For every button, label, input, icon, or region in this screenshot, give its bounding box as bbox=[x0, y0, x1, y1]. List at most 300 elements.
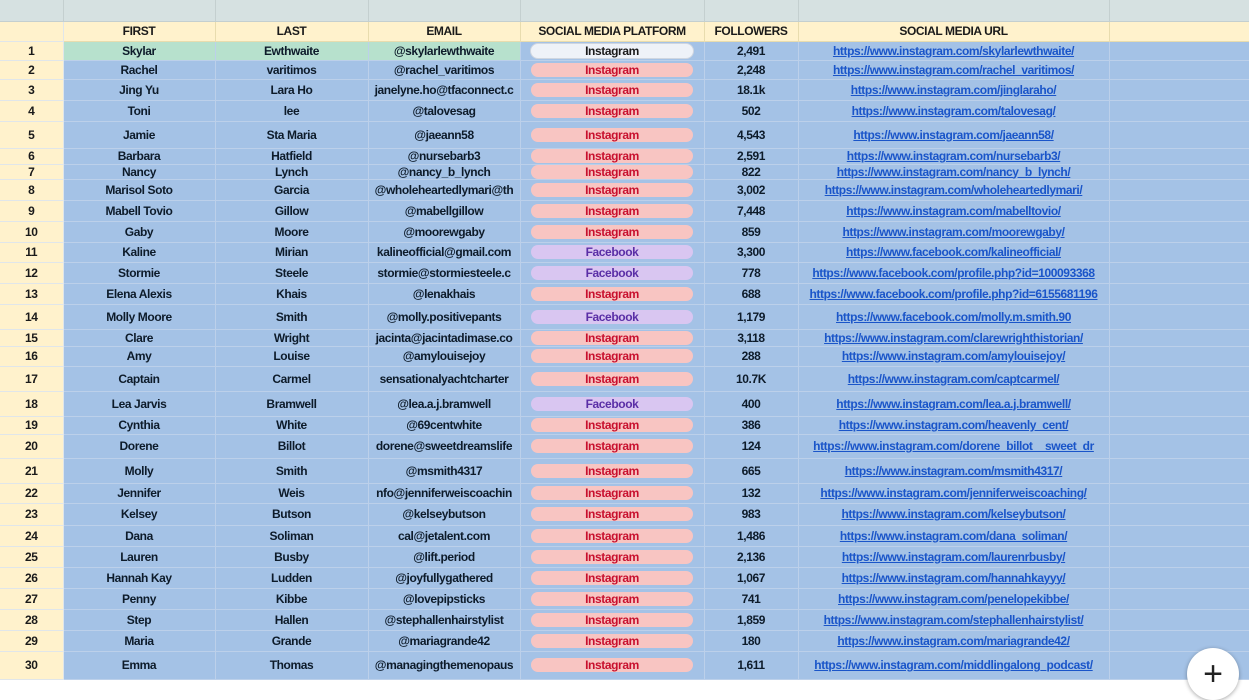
platform-chip[interactable]: Instagram bbox=[531, 418, 693, 432]
cell-platform[interactable] bbox=[520, 458, 704, 483]
cell-url[interactable] bbox=[798, 503, 1109, 525]
cell-last[interactable]: Ewthwaite bbox=[215, 41, 368, 60]
cell-url[interactable] bbox=[798, 391, 1109, 416]
cell-empty[interactable] bbox=[1109, 148, 1249, 164]
cell-url[interactable] bbox=[798, 630, 1109, 651]
cell-first[interactable]: Cynthia bbox=[63, 416, 215, 434]
url-link[interactable]: https://www.instagram.com/clarewrighthistorian/ bbox=[824, 330, 1083, 345]
platform-chip[interactable]: Instagram bbox=[531, 634, 693, 648]
cell-url[interactable] bbox=[798, 588, 1109, 609]
platform-chip[interactable]: Instagram bbox=[531, 592, 693, 606]
cell-last[interactable]: Busby bbox=[215, 546, 368, 567]
row-number[interactable]: 17 bbox=[0, 366, 63, 391]
cell-platform[interactable] bbox=[520, 346, 704, 366]
row-number[interactable]: 7 bbox=[0, 164, 63, 179]
cell-empty[interactable] bbox=[1109, 525, 1249, 546]
cell-platform[interactable] bbox=[520, 100, 704, 121]
cell-followers[interactable]: 132 bbox=[704, 483, 798, 503]
cell-empty[interactable] bbox=[1109, 100, 1249, 121]
cell-platform[interactable] bbox=[520, 283, 704, 304]
row-number[interactable]: 1 bbox=[0, 41, 63, 60]
cell-empty[interactable] bbox=[1109, 546, 1249, 567]
cell-followers[interactable]: 983 bbox=[704, 503, 798, 525]
platform-chip[interactable]: Instagram bbox=[531, 486, 693, 500]
cell-first[interactable]: Toni bbox=[63, 100, 215, 121]
cell-first[interactable]: Lauren bbox=[63, 546, 215, 567]
cell-followers[interactable]: 2,591 bbox=[704, 148, 798, 164]
column-header-c[interactable] bbox=[368, 0, 520, 21]
cell-email[interactable]: @managingthemenopaus bbox=[368, 651, 520, 679]
platform-chip[interactable]: Instagram bbox=[531, 183, 693, 197]
select-all-corner[interactable] bbox=[0, 0, 63, 21]
platform-chip[interactable]: Instagram bbox=[531, 349, 693, 363]
row-number[interactable]: 20 bbox=[0, 434, 63, 458]
cell-platform[interactable] bbox=[520, 304, 704, 329]
cell-first[interactable]: Maria bbox=[63, 630, 215, 651]
cell-empty[interactable] bbox=[1109, 121, 1249, 148]
cell-empty[interactable] bbox=[1109, 304, 1249, 329]
url-link[interactable]: https://www.instagram.com/moorewgaby/ bbox=[842, 224, 1065, 239]
cell-followers[interactable]: 18.1k bbox=[704, 79, 798, 100]
row-number[interactable]: 25 bbox=[0, 546, 63, 567]
row-number[interactable]: 21 bbox=[0, 458, 63, 483]
cell-followers[interactable]: 1,179 bbox=[704, 304, 798, 329]
cell-url[interactable] bbox=[798, 434, 1109, 458]
row-number[interactable]: 4 bbox=[0, 100, 63, 121]
cell-empty[interactable] bbox=[1109, 630, 1249, 651]
platform-chip[interactable]: Instagram bbox=[531, 225, 693, 239]
url-link[interactable]: https://www.instagram.com/wholeheartedlymari/ bbox=[824, 182, 1083, 197]
cell-followers[interactable]: 502 bbox=[704, 100, 798, 121]
cell-platform[interactable] bbox=[520, 503, 704, 525]
cell-platform[interactable] bbox=[520, 546, 704, 567]
platform-chip[interactable]: Instagram bbox=[530, 43, 694, 59]
cell-first[interactable]: Dana bbox=[63, 525, 215, 546]
cell-email[interactable]: jacinta@jacintadimase.co bbox=[368, 329, 520, 346]
cell-url[interactable] bbox=[798, 609, 1109, 630]
cell-platform[interactable] bbox=[520, 164, 704, 179]
cell-first[interactable]: Emma bbox=[63, 651, 215, 679]
url-link[interactable]: https://www.instagram.com/mabelltovio/ bbox=[846, 203, 1061, 218]
cell-followers[interactable]: 7,448 bbox=[704, 200, 798, 221]
platform-chip[interactable]: Instagram bbox=[531, 372, 693, 386]
cell-empty[interactable] bbox=[1109, 416, 1249, 434]
cell-last[interactable]: varitimos bbox=[215, 60, 368, 79]
url-link[interactable]: https://www.facebook.com/molly.m.smith.90 bbox=[836, 309, 1071, 324]
cell-email[interactable]: @joyfullygathered bbox=[368, 567, 520, 588]
cell-followers[interactable]: 4,543 bbox=[704, 121, 798, 148]
cell-email[interactable]: @kelseybutson bbox=[368, 503, 520, 525]
cell-empty[interactable] bbox=[1109, 483, 1249, 503]
cell-url[interactable] bbox=[798, 567, 1109, 588]
cell-first[interactable]: Amy bbox=[63, 346, 215, 366]
cell-last[interactable]: Hatfield bbox=[215, 148, 368, 164]
cell-first[interactable]: Clare bbox=[63, 329, 215, 346]
cell-last[interactable]: Garcia bbox=[215, 179, 368, 200]
cell-url[interactable] bbox=[798, 221, 1109, 242]
row-number[interactable]: 14 bbox=[0, 304, 63, 329]
cell-email[interactable]: @rachel_varitimos bbox=[368, 60, 520, 79]
cell-email[interactable]: @mariagrande42 bbox=[368, 630, 520, 651]
cell-url[interactable] bbox=[798, 483, 1109, 503]
row-number[interactable]: 3 bbox=[0, 79, 63, 100]
platform-chip[interactable]: Facebook bbox=[531, 266, 693, 280]
platform-chip[interactable]: Facebook bbox=[531, 397, 693, 411]
cell-empty[interactable] bbox=[1109, 221, 1249, 242]
cell-followers[interactable]: 741 bbox=[704, 588, 798, 609]
cell-followers[interactable]: 180 bbox=[704, 630, 798, 651]
header-url[interactable]: SOCIAL MEDIA URL bbox=[798, 21, 1109, 41]
add-button[interactable] bbox=[1187, 648, 1239, 700]
header-last[interactable]: LAST bbox=[215, 21, 368, 41]
cell-url[interactable] bbox=[798, 60, 1109, 79]
cell-platform[interactable] bbox=[520, 179, 704, 200]
row-number[interactable]: 28 bbox=[0, 609, 63, 630]
row-number[interactable]: 13 bbox=[0, 283, 63, 304]
platform-chip[interactable]: Instagram bbox=[531, 571, 693, 585]
cell-first[interactable]: Hannah Kay bbox=[63, 567, 215, 588]
cell-empty[interactable] bbox=[1109, 262, 1249, 283]
cell-empty[interactable] bbox=[1109, 391, 1249, 416]
cell-empty[interactable] bbox=[1109, 41, 1249, 60]
cell-email[interactable]: @nancy_b_lynch bbox=[368, 164, 520, 179]
cell-empty[interactable] bbox=[1109, 79, 1249, 100]
cell-empty[interactable] bbox=[1109, 242, 1249, 262]
cell-platform[interactable] bbox=[520, 200, 704, 221]
cell-first[interactable]: Dorene bbox=[63, 434, 215, 458]
cell-empty[interactable] bbox=[1109, 458, 1249, 483]
platform-chip[interactable]: Instagram bbox=[531, 529, 693, 543]
row-number[interactable]: 8 bbox=[0, 179, 63, 200]
cell-platform[interactable] bbox=[520, 609, 704, 630]
url-link[interactable]: https://www.instagram.com/amylouisejoy/ bbox=[841, 349, 1066, 363]
platform-chip[interactable]: Instagram bbox=[531, 331, 693, 345]
header-first[interactable]: FIRST bbox=[63, 21, 215, 41]
cell-platform[interactable] bbox=[520, 242, 704, 262]
cell-followers[interactable]: 822 bbox=[704, 164, 798, 179]
cell-url[interactable] bbox=[798, 546, 1109, 567]
cell-first[interactable]: Nancy bbox=[63, 164, 215, 179]
cell-email[interactable]: cal@jetalent.com bbox=[368, 525, 520, 546]
header-email[interactable]: EMAIL bbox=[368, 21, 520, 41]
url-link[interactable]: https://www.instagram.com/lea.a.j.bramwell/ bbox=[836, 396, 1071, 411]
column-header-b[interactable] bbox=[215, 0, 368, 21]
platform-chip[interactable]: Instagram bbox=[531, 104, 693, 118]
url-link[interactable]: https://www.instagram.com/middlingalong_podcast/ bbox=[814, 658, 1093, 672]
cell-last[interactable]: Wright bbox=[215, 329, 368, 346]
cell-platform[interactable] bbox=[520, 79, 704, 100]
cell-empty[interactable] bbox=[1109, 366, 1249, 391]
cell-first[interactable]: Gaby bbox=[63, 221, 215, 242]
url-link[interactable]: https://www.instagram.com/jaeann58/ bbox=[853, 127, 1054, 142]
header-row-number[interactable] bbox=[0, 21, 63, 41]
cell-followers[interactable]: 2,136 bbox=[704, 546, 798, 567]
platform-chip[interactable]: Instagram bbox=[531, 149, 693, 163]
url-link[interactable]: https://www.instagram.com/jinglaraho/ bbox=[850, 82, 1057, 97]
platform-chip[interactable]: Instagram bbox=[531, 658, 693, 672]
cell-email[interactable]: @skylarlewthwaite bbox=[368, 41, 520, 60]
cell-last[interactable]: lee bbox=[215, 100, 368, 121]
url-link[interactable]: https://www.instagram.com/rachel_varitimos/ bbox=[832, 62, 1075, 77]
cell-followers[interactable]: 386 bbox=[704, 416, 798, 434]
cell-platform[interactable] bbox=[520, 148, 704, 164]
cell-followers[interactable]: 3,002 bbox=[704, 179, 798, 200]
cell-email[interactable]: nfo@jenniferweiscoachin bbox=[368, 483, 520, 503]
cell-platform[interactable] bbox=[520, 329, 704, 346]
row-number[interactable]: 16 bbox=[0, 346, 63, 366]
platform-chip[interactable]: Facebook bbox=[531, 245, 693, 259]
cell-platform[interactable] bbox=[520, 41, 704, 60]
cell-platform[interactable] bbox=[520, 588, 704, 609]
cell-url[interactable] bbox=[798, 329, 1109, 346]
column-header-d[interactable] bbox=[520, 0, 704, 21]
cell-last[interactable]: Weis bbox=[215, 483, 368, 503]
cell-url[interactable] bbox=[798, 525, 1109, 546]
url-link[interactable]: https://www.instagram.com/dorene_billot__sweet_dr bbox=[813, 439, 1094, 453]
cell-first[interactable]: Kaline bbox=[63, 242, 215, 262]
cell-last[interactable]: Louise bbox=[215, 346, 368, 366]
cell-url[interactable] bbox=[798, 41, 1109, 60]
cell-first[interactable]: Barbara bbox=[63, 148, 215, 164]
cell-followers[interactable]: 1,067 bbox=[704, 567, 798, 588]
cell-empty[interactable] bbox=[1109, 567, 1249, 588]
cell-empty[interactable] bbox=[1109, 503, 1249, 525]
cell-first[interactable]: Step bbox=[63, 609, 215, 630]
url-link[interactable]: https://www.instagram.com/laurenrbusby/ bbox=[841, 549, 1066, 564]
cell-first[interactable]: Lea Jarvis bbox=[63, 391, 215, 416]
cell-empty[interactable] bbox=[1109, 434, 1249, 458]
cell-url[interactable] bbox=[798, 242, 1109, 262]
cell-url[interactable] bbox=[798, 179, 1109, 200]
cell-last[interactable]: Hallen bbox=[215, 609, 368, 630]
platform-chip[interactable]: Instagram bbox=[531, 165, 693, 179]
cell-empty[interactable] bbox=[1109, 346, 1249, 366]
url-link[interactable]: https://www.instagram.com/nancy_b_lynch/ bbox=[836, 164, 1071, 179]
cell-platform[interactable] bbox=[520, 416, 704, 434]
cell-platform[interactable] bbox=[520, 60, 704, 79]
row-number[interactable]: 9 bbox=[0, 200, 63, 221]
cell-empty[interactable] bbox=[1109, 179, 1249, 200]
cell-url[interactable] bbox=[798, 200, 1109, 221]
cell-last[interactable]: Steele bbox=[215, 262, 368, 283]
cell-last[interactable]: Billot bbox=[215, 434, 368, 458]
cell-last[interactable]: Kibbe bbox=[215, 588, 368, 609]
cell-empty[interactable] bbox=[1109, 609, 1249, 630]
platform-chip[interactable]: Instagram bbox=[531, 204, 693, 218]
cell-email[interactable]: @mabellgillow bbox=[368, 200, 520, 221]
cell-first[interactable]: Molly bbox=[63, 458, 215, 483]
cell-platform[interactable] bbox=[520, 651, 704, 679]
row-number[interactable]: 6 bbox=[0, 148, 63, 164]
cell-last[interactable]: Butson bbox=[215, 503, 368, 525]
cell-url[interactable] bbox=[798, 164, 1109, 179]
cell-email[interactable]: @wholeheartedlymari@th bbox=[368, 179, 520, 200]
cell-followers[interactable]: 859 bbox=[704, 221, 798, 242]
row-number[interactable]: 19 bbox=[0, 416, 63, 434]
cell-followers[interactable]: 688 bbox=[704, 283, 798, 304]
cell-url[interactable] bbox=[798, 346, 1109, 366]
header-extra[interactable] bbox=[1109, 21, 1249, 41]
cell-url[interactable] bbox=[798, 148, 1109, 164]
cell-email[interactable]: @moorewgaby bbox=[368, 221, 520, 242]
cell-empty[interactable] bbox=[1109, 329, 1249, 346]
cell-last[interactable]: Carmel bbox=[215, 366, 368, 391]
platform-chip[interactable]: Instagram bbox=[531, 613, 693, 627]
cell-last[interactable]: Ludden bbox=[215, 567, 368, 588]
row-number[interactable]: 11 bbox=[0, 242, 63, 262]
cell-url[interactable] bbox=[798, 79, 1109, 100]
row-number[interactable]: 12 bbox=[0, 262, 63, 283]
row-number[interactable]: 24 bbox=[0, 525, 63, 546]
cell-url[interactable] bbox=[798, 416, 1109, 434]
cell-empty[interactable] bbox=[1109, 283, 1249, 304]
cell-followers[interactable]: 3,118 bbox=[704, 329, 798, 346]
cell-url[interactable] bbox=[798, 100, 1109, 121]
cell-last[interactable]: Lynch bbox=[215, 164, 368, 179]
cell-first[interactable]: Elena Alexis bbox=[63, 283, 215, 304]
row-number[interactable]: 10 bbox=[0, 221, 63, 242]
cell-followers[interactable]: 1,611 bbox=[704, 651, 798, 679]
cell-last[interactable]: Mirian bbox=[215, 242, 368, 262]
cell-last[interactable]: Soliman bbox=[215, 525, 368, 546]
cell-url[interactable] bbox=[798, 283, 1109, 304]
cell-email[interactable]: @talovesag bbox=[368, 100, 520, 121]
url-link[interactable]: https://www.instagram.com/nursebarb3/ bbox=[846, 149, 1061, 163]
cell-followers[interactable]: 3,300 bbox=[704, 242, 798, 262]
cell-url[interactable] bbox=[798, 262, 1109, 283]
cell-followers[interactable]: 2,248 bbox=[704, 60, 798, 79]
row-number[interactable]: 27 bbox=[0, 588, 63, 609]
cell-followers[interactable]: 10.7K bbox=[704, 366, 798, 391]
platform-chip[interactable]: Instagram bbox=[531, 287, 693, 301]
cell-first[interactable]: Jamie bbox=[63, 121, 215, 148]
header-platform[interactable]: SOCIAL MEDIA PLATFORM bbox=[520, 21, 704, 41]
cell-email[interactable]: @lovepipsticks bbox=[368, 588, 520, 609]
cell-platform[interactable] bbox=[520, 567, 704, 588]
cell-followers[interactable]: 1,486 bbox=[704, 525, 798, 546]
cell-url[interactable] bbox=[798, 366, 1109, 391]
cell-first[interactable]: Stormie bbox=[63, 262, 215, 283]
cell-last[interactable]: White bbox=[215, 416, 368, 434]
cell-platform[interactable] bbox=[520, 483, 704, 503]
cell-first[interactable]: Penny bbox=[63, 588, 215, 609]
platform-chip[interactable]: Instagram bbox=[531, 63, 693, 77]
cell-followers[interactable]: 1,859 bbox=[704, 609, 798, 630]
cell-first[interactable]: Kelsey bbox=[63, 503, 215, 525]
cell-last[interactable]: Gillow bbox=[215, 200, 368, 221]
row-number[interactable]: 18 bbox=[0, 391, 63, 416]
column-header-f[interactable] bbox=[798, 0, 1109, 21]
row-number[interactable]: 15 bbox=[0, 329, 63, 346]
url-link[interactable]: https://www.facebook.com/profile.php?id=100093368 bbox=[812, 265, 1095, 280]
cell-last[interactable]: Khais bbox=[215, 283, 368, 304]
cell-first[interactable]: Marisol Soto bbox=[63, 179, 215, 200]
cell-email[interactable]: @amylouisejoy bbox=[368, 346, 520, 366]
cell-last[interactable]: Smith bbox=[215, 458, 368, 483]
cell-email[interactable]: @msmith4317 bbox=[368, 458, 520, 483]
url-link[interactable]: https://www.facebook.com/profile.php?id=6155681196 bbox=[809, 286, 1098, 301]
cell-platform[interactable] bbox=[520, 434, 704, 458]
url-link[interactable]: https://www.instagram.com/stephallenhairstylist/ bbox=[823, 612, 1084, 627]
url-link[interactable]: https://www.instagram.com/skylarlewthwaite/ bbox=[832, 43, 1075, 58]
platform-chip[interactable]: Instagram bbox=[531, 83, 693, 97]
cell-email[interactable]: @stephallenhairstylist bbox=[368, 609, 520, 630]
row-number[interactable]: 23 bbox=[0, 503, 63, 525]
url-link[interactable]: https://www.instagram.com/hannahkayyy/ bbox=[841, 570, 1066, 585]
cell-followers[interactable]: 2,491 bbox=[704, 41, 798, 60]
cell-platform[interactable] bbox=[520, 391, 704, 416]
cell-email[interactable]: @molly.positivepants bbox=[368, 304, 520, 329]
cell-last[interactable]: Thomas bbox=[215, 651, 368, 679]
row-number[interactable]: 26 bbox=[0, 567, 63, 588]
cell-followers[interactable]: 288 bbox=[704, 346, 798, 366]
platform-chip[interactable]: Instagram bbox=[531, 439, 693, 453]
cell-url[interactable] bbox=[798, 458, 1109, 483]
cell-email[interactable]: @lenakhais bbox=[368, 283, 520, 304]
cell-last[interactable]: Smith bbox=[215, 304, 368, 329]
url-link[interactable]: https://www.instagram.com/captcarmel/ bbox=[847, 371, 1060, 386]
cell-empty[interactable] bbox=[1109, 60, 1249, 79]
cell-first[interactable]: Captain bbox=[63, 366, 215, 391]
cell-url[interactable] bbox=[798, 651, 1109, 679]
platform-chip[interactable]: Facebook bbox=[531, 310, 693, 324]
cell-url[interactable] bbox=[798, 121, 1109, 148]
cell-empty[interactable] bbox=[1109, 200, 1249, 221]
url-link[interactable]: https://www.instagram.com/talovesag/ bbox=[851, 103, 1056, 118]
cell-email[interactable]: @jaeann58 bbox=[368, 121, 520, 148]
url-link[interactable]: https://www.instagram.com/kelseybutson/ bbox=[841, 507, 1066, 521]
cell-first[interactable]: Skylar bbox=[63, 41, 215, 60]
cell-empty[interactable] bbox=[1109, 588, 1249, 609]
cell-email[interactable]: @69centwhite bbox=[368, 416, 520, 434]
cell-url[interactable] bbox=[798, 304, 1109, 329]
cell-first[interactable]: Rachel bbox=[63, 60, 215, 79]
cell-followers[interactable]: 124 bbox=[704, 434, 798, 458]
cell-first[interactable]: Mabell Tovio bbox=[63, 200, 215, 221]
url-link[interactable]: https://www.instagram.com/jenniferweiscoaching/ bbox=[820, 486, 1087, 500]
url-link[interactable]: https://www.instagram.com/msmith4317/ bbox=[844, 463, 1063, 478]
url-link[interactable]: https://www.instagram.com/penelopekibbe/ bbox=[838, 591, 1069, 606]
cell-first[interactable]: Jing Yu bbox=[63, 79, 215, 100]
column-header-e[interactable] bbox=[704, 0, 798, 21]
cell-first[interactable]: Jennifer bbox=[63, 483, 215, 503]
cell-email[interactable]: janelyne.ho@tfaconnect.c bbox=[368, 79, 520, 100]
cell-first[interactable]: Molly Moore bbox=[63, 304, 215, 329]
cell-last[interactable]: Bramwell bbox=[215, 391, 368, 416]
cell-email[interactable]: stormie@stormiesteele.c bbox=[368, 262, 520, 283]
url-link[interactable]: https://www.facebook.com/kalineofficial/ bbox=[846, 245, 1061, 259]
cell-email[interactable]: kalineofficial@gmail.com bbox=[368, 242, 520, 262]
cell-email[interactable]: @lift.period bbox=[368, 546, 520, 567]
cell-platform[interactable] bbox=[520, 630, 704, 651]
cell-last[interactable]: Sta Maria bbox=[215, 121, 368, 148]
cell-last[interactable]: Lara Ho bbox=[215, 79, 368, 100]
cell-email[interactable]: @nursebarb3 bbox=[368, 148, 520, 164]
row-number[interactable]: 22 bbox=[0, 483, 63, 503]
header-followers[interactable]: FOLLOWERS bbox=[704, 21, 798, 41]
cell-email[interactable]: sensationalyachtcharter bbox=[368, 366, 520, 391]
cell-followers[interactable]: 778 bbox=[704, 262, 798, 283]
cell-last[interactable]: Moore bbox=[215, 221, 368, 242]
cell-platform[interactable] bbox=[520, 525, 704, 546]
cell-platform[interactable] bbox=[520, 221, 704, 242]
cell-platform[interactable] bbox=[520, 262, 704, 283]
url-link[interactable]: https://www.instagram.com/mariagrande42/ bbox=[837, 633, 1070, 648]
platform-chip[interactable]: Instagram bbox=[531, 550, 693, 564]
cell-followers[interactable]: 400 bbox=[704, 391, 798, 416]
url-link[interactable]: https://www.instagram.com/dana_soliman/ bbox=[839, 528, 1068, 543]
row-number[interactable]: 29 bbox=[0, 630, 63, 651]
